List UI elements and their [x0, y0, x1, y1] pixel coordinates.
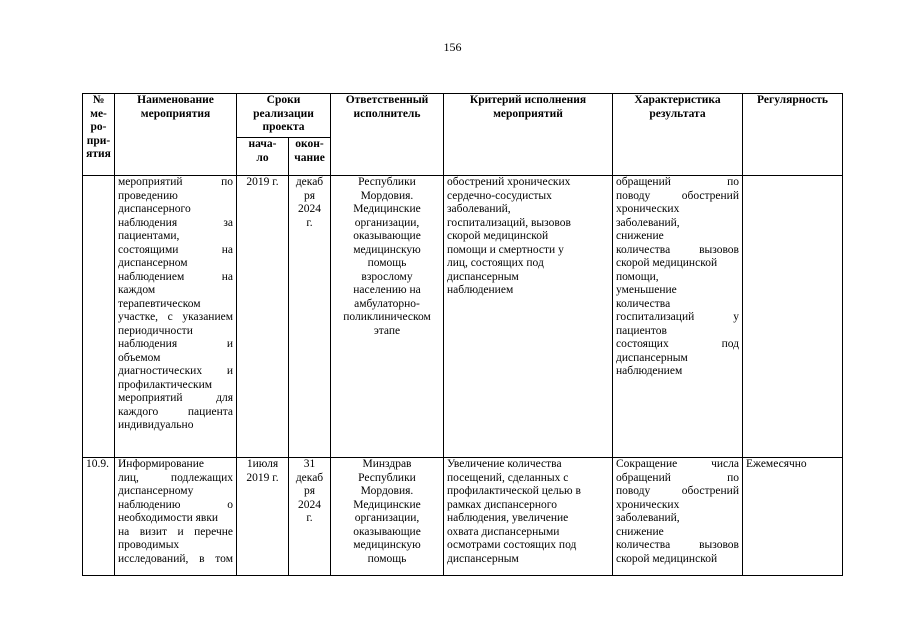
header-responsible: Ответственный исполнитель [331, 94, 444, 176]
row-name: мероприятий по проведению диспансерного наблюдения за пациентами, состоящими на диспансерном наблюдением на каждом терапевтическом участке, с указанием периодичности наблюдения и объемом диагностических и профилактическим мероприятий для каждого пациента индивидуально [115, 176, 237, 458]
header-terms: Сроки реализации проекта [237, 94, 331, 138]
row-name: Информирование лиц, подлежащих диспансерному наблюдению о необходимости явки на визит и перечне проводимых исследований, в том [115, 458, 237, 576]
row-start: 1июля 2019 г. [237, 458, 289, 576]
table-row [83, 176, 843, 458]
row-result: обращений по поводу обострений хронических заболеваний, снижение количества вызовов скорой медицинской помощи, уменьшение количества госпитализаций у пациентов состоящих под диспансерным наблюдением [613, 176, 743, 458]
row-regularity [743, 176, 843, 458]
row-criterion: Увеличение количества посещений, сделанных с профилактической целью в рамках диспансерного наблюдения, увеличение охвата диспансерными осмотрами состоящих под диспансерным [444, 458, 613, 576]
row-end: декаб ря 2024 г. [289, 176, 331, 458]
header-regularity: Регулярность [743, 94, 843, 176]
header-criterion: Критерий исполнения мероприятий [444, 94, 613, 176]
header-row-1 [83, 94, 843, 138]
header-result: Характеристика результата [613, 94, 743, 176]
row-responsible: Минздрав Республики Мордовия. Медицинские организации, оказывающие медицинскую помощь [331, 458, 444, 576]
row-start: 2019 г. [237, 176, 289, 458]
events-table [82, 93, 843, 576]
row-criterion: обострений хронических сердечно-сосудистых заболеваний, госпитализаций, вызовов скорой медицинской помощи и смертности у лиц, состоящих под диспансерным наблюдением [444, 176, 613, 458]
row-regularity: Ежемесячно [743, 458, 843, 576]
row-result: Сокращение числа обращений по поводу обострений хронических заболеваний, снижение количества вызовов скорой медицинской [613, 458, 743, 576]
header-name: Наименование мероприятия [115, 94, 237, 176]
row-responsible: Республики Мордовия. Медицинские организации, оказывающие медицинскую помощь взрослому населению на амбулаторно- поликлиническом этапе [331, 176, 444, 458]
header-num: № ме- ро- при- ятия [83, 94, 115, 176]
header-start: нача- ло [237, 138, 289, 176]
row-num [83, 176, 115, 458]
row-end: 31 декаб ря 2024 г. [289, 458, 331, 576]
table-row [83, 458, 843, 576]
header-end: окон- чание [289, 138, 331, 176]
row-num: 10.9. [83, 458, 115, 576]
page-number: 156 [443, 40, 462, 54]
